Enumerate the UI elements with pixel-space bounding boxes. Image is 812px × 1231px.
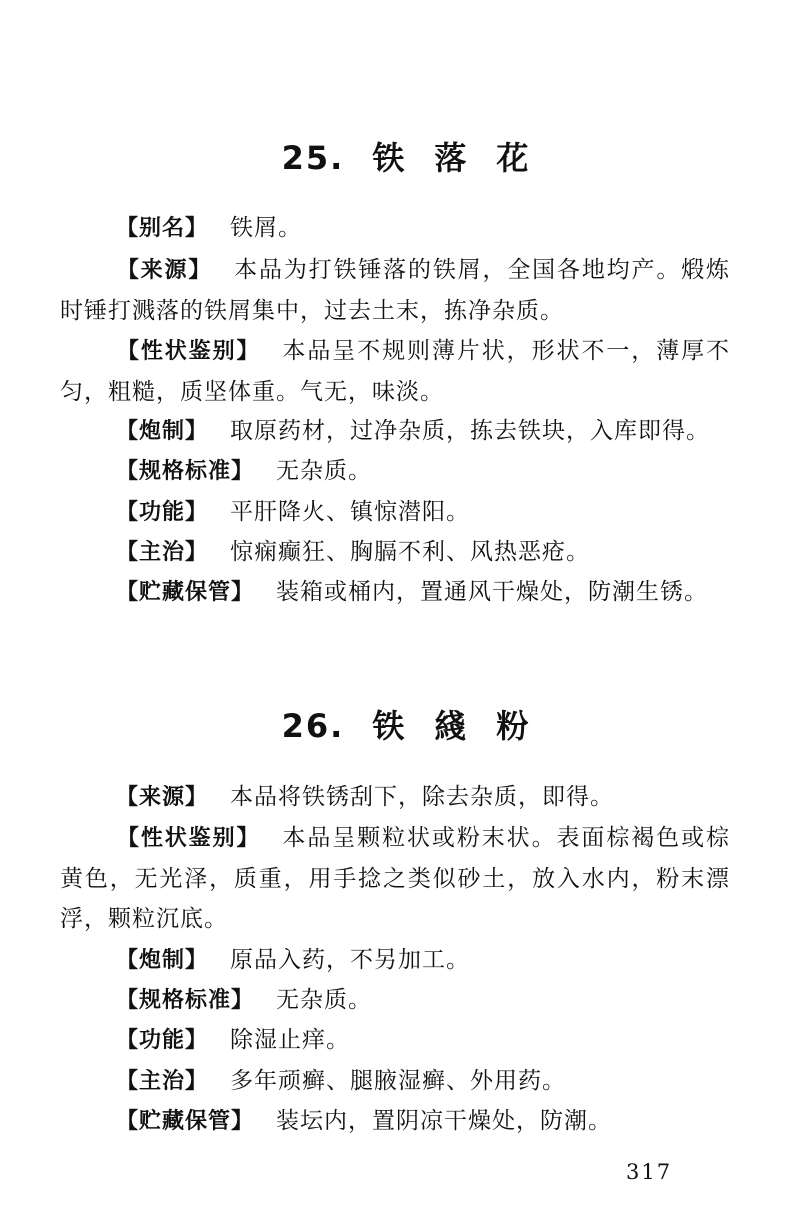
entry-text: 装箱或桶内，置通风干燥处，防潮生锈。: [276, 579, 709, 605]
entry-label: 【性状鉴别】: [116, 339, 261, 364]
entry-label: 【别名】: [116, 216, 209, 241]
entry-text: 装坛内，置阴凉干燥处，防潮。: [276, 1108, 613, 1134]
entry-label: 【炮制】: [116, 948, 209, 973]
entry-specification: [60, 980, 730, 1021]
section-25-title-char: 落: [434, 139, 469, 177]
section-25-title-char: 铁: [372, 139, 407, 177]
entry-text: 本品为打铁锤落的铁屑，全国各地均产。煅炼时锤打溅落的铁屑集中，过去土末，拣净杂质。: [60, 257, 730, 324]
section-26-number: 26.: [281, 707, 345, 745]
entry-label: 【贮藏保管】: [116, 580, 255, 605]
entry-text: 除湿止痒。: [230, 1027, 351, 1053]
entry-function: [60, 492, 730, 533]
section-26-title: [0, 706, 812, 746]
entry-text: 本品呈颗粒状或粉末状。表面棕褐色或棕黄色，无光泽，质重，用手捻之类似砂土，放入水内，粉末漂浮，颗粒沉底。: [60, 825, 730, 932]
entry-label: 【来源】: [116, 785, 209, 810]
entry-label: 【规格标准】: [116, 459, 255, 484]
entry-text: 本品呈不规则薄片状，形状不一，薄厚不匀，粗糙，质坚体重。气无，味淡。: [60, 338, 730, 405]
section-26-title-char: 铁: [372, 707, 407, 745]
entry-text: 无杂质。: [276, 987, 373, 1013]
entry-text: 无杂质。: [276, 458, 373, 484]
entry-label: 【贮藏保管】: [116, 1109, 255, 1134]
entry-specification: [60, 451, 730, 492]
entry-text: 平肝降火、镇惊潜阳。: [230, 499, 471, 525]
entry-indication: [60, 1061, 730, 1102]
entry-text: 铁屑。: [230, 215, 303, 241]
entry-function: [60, 1020, 730, 1061]
entry-source: [60, 777, 730, 818]
entry-indication: [60, 532, 730, 573]
entry-text: 原品入药，不另加工。: [230, 947, 471, 973]
entry-alias: [60, 208, 730, 249]
entry-source: [60, 250, 730, 331]
entry-text: 取原药材，过净杂质，拣去铁块，入库即得。: [230, 418, 711, 444]
entry-label: 【炮制】: [116, 419, 209, 444]
entry-label: 【主治】: [116, 540, 209, 565]
section-26-title-char: 粉: [496, 707, 531, 745]
entry-label: 【性状鉴别】: [116, 826, 261, 851]
entry-text: 多年顽癣、腿腋湿癣、外用药。: [230, 1068, 567, 1094]
entry-label: 【功能】: [116, 500, 209, 525]
entry-processing: [60, 411, 730, 452]
section-25-title: [0, 138, 812, 178]
section-26-title-char: 綫: [434, 707, 469, 745]
entry-label: 【来源】: [116, 258, 213, 283]
section-25-title-char: 花: [496, 139, 531, 177]
entry-label: 【主治】: [116, 1069, 209, 1094]
section-25-number: 25.: [281, 139, 345, 177]
page-number: 317: [626, 1160, 673, 1184]
entry-label: 【规格标准】: [116, 988, 255, 1013]
entry-storage: [60, 572, 730, 613]
entry-text: 惊痫癫狂、胸膈不利、风热恶疮。: [230, 539, 591, 565]
entry-label: 【功能】: [116, 1028, 209, 1053]
entry-text: 本品将铁锈刮下，除去杂质，即得。: [230, 784, 615, 810]
entry-storage: [60, 1101, 730, 1142]
entry-processing: [60, 940, 730, 981]
entry-characteristics: [60, 331, 730, 412]
entry-characteristics: [60, 818, 730, 939]
